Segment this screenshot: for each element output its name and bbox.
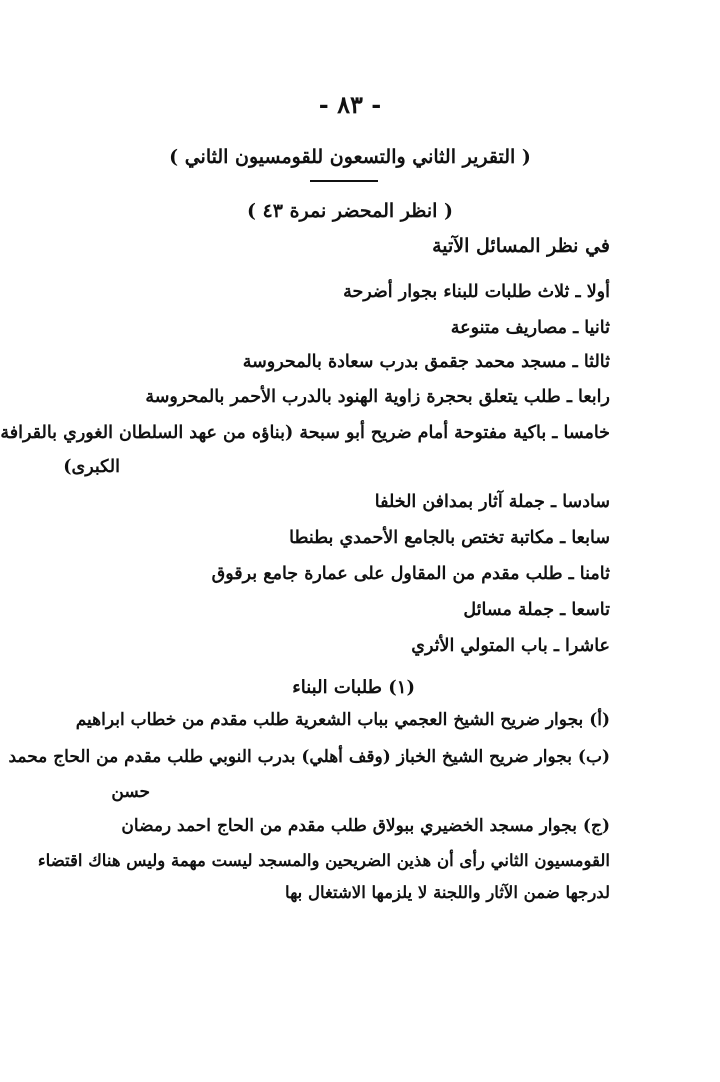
report-subtitle: ( انظر المحضر نمرة ٤٣ ) [246, 200, 454, 222]
section-heading: (١) طلبات البناء [292, 677, 415, 698]
agenda-item-7: سابعا ـ مكاتبة تختص بالجامع الأحمدي بطنطا [289, 528, 610, 548]
agenda-item-2: ثانيا ـ مصاريف متنوعة [450, 318, 610, 338]
title-divider [310, 180, 378, 182]
decision-paragraph-line-2: لدرجها ضمن الآثار واللجنة لا يلزمها الاشتغال بها [285, 883, 610, 902]
agenda-item-5: خامسا ـ باكية مفتوحة أمام ضريح أبو سبحة (بناؤه من عهد السلطان الغوري بالقرافة [0, 423, 610, 443]
agenda-item-5-continued: الكبرى) [63, 457, 120, 477]
building-request-c: (ج) بجوار مسجد الخضيري ببولاق طلب مقدم من الحاج احمد رمضان [121, 816, 610, 836]
agenda-item-3: ثالثا ـ مسجد محمد جقمق بدرب سعادة بالمحروسة [242, 352, 610, 372]
intro-heading: في نظر المسائل الآتية [432, 235, 610, 257]
report-title: ( التقرير الثاني والتسعون للقومسيون الثاني ) [169, 146, 531, 168]
decision-paragraph-line-1: القومسيون الثاني رأى أن هذين الضريحين والمسجد ليست مهمة وليس هناك اقتضاء [37, 851, 610, 870]
agenda-item-6: سادسا ـ جملة آثار بمدافن الخلفا [374, 492, 610, 512]
agenda-item-4: رابعا ـ طلب يتعلق بحجرة زاوية الهنود بالدرب الأحمر بالمحروسة [145, 387, 610, 407]
building-request-b: (ب) بجوار ضريح الشيخ الخباز (وقف أهلي) بدرب النوبي طلب مقدم من الحاج محمد [8, 747, 610, 767]
page-number: - ٨٣ - [318, 90, 382, 119]
agenda-item-1: أولا ـ ثلاث طلبات للبناء بجوار أضرحة [343, 282, 610, 302]
building-request-b-continued: حسن [111, 782, 150, 802]
building-request-a: (أ) بجوار ضريح الشيخ العجمي بباب الشعرية طلب مقدم من خطاب ابراهيم [75, 710, 610, 730]
agenda-item-9: تاسعا ـ جملة مسائل [463, 600, 610, 620]
agenda-item-8: ثامنا ـ طلب مقدم من المقاول على عمارة جامع برقوق [211, 564, 610, 584]
agenda-item-10: عاشرا ـ باب المتولي الأثري [411, 636, 610, 656]
